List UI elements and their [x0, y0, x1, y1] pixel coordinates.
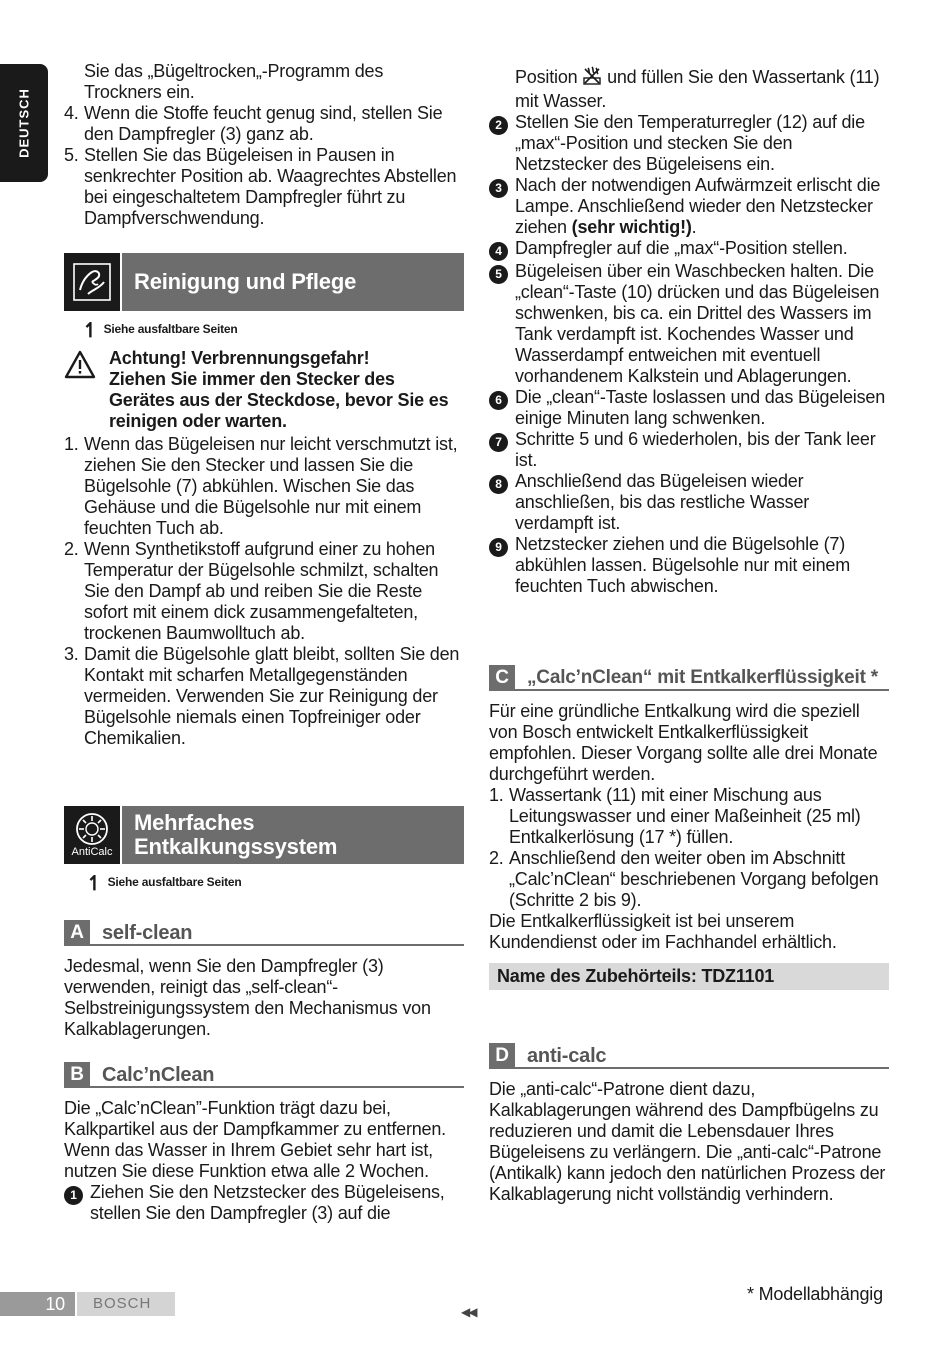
- subsection-header: C „Calc’nClean“ mit Entkalkerflüssigkeit *: [489, 665, 889, 691]
- step-item: 6 Die „clean“-Taste loslassen und das Bügeleisen einige Minuten lang schwenken.: [489, 387, 889, 429]
- decalc-list: [489, 785, 889, 911]
- step-continuation: Position und füllen Sie den Wassertank (11) mit Wasser.: [515, 67, 880, 111]
- section-title: Mehrfaches Entkalkungssystem: [122, 806, 464, 864]
- list-item: 4. Wenn die Stoffe feucht genug sind, stellen Sie den Dampfregler (3) ganz ab.: [64, 103, 443, 144]
- warning-block: [64, 348, 464, 432]
- warning-triangle-icon: [64, 348, 109, 432]
- page-number: 10: [0, 1292, 75, 1316]
- subsection-c: [489, 665, 889, 990]
- step-item: 5 Bügeleisen über ein Waschbecken halten. Die „clean“-Taste (10) drücken und das Bügeleisen schwenken, bis ca. ein Drittel des Wassers im Tank verdampft ist. Kochendes Wasser und Wasserdampf entweichen mit eventuell vorhandenem Kalkstein und Ablagerungen.: [489, 261, 889, 387]
- section-header-decalcification: [64, 806, 464, 864]
- subsection-d: [489, 1043, 889, 1205]
- cleaning-list: [64, 434, 464, 749]
- right-column: [489, 66, 889, 597]
- anticalc-icon: [64, 806, 120, 864]
- intro-list: [64, 103, 464, 229]
- step-item: 1 Ziehen Sie den Netzstecker des Bügeleisens, stellen Sie den Dampfregler (3) auf die: [64, 1182, 464, 1224]
- list-item: 1. Wenn das Bügeleisen nur leicht verschmutzt ist, ziehen Sie den Stecker und lassen Sie die Bügelsohle (7) abkühlen. Wischen Sie das Gehäuse und die Bügelsohle nur mit einem feuchten Tuch ab.: [64, 434, 458, 538]
- subsection-header: A self-clean: [64, 920, 464, 946]
- step-item: 4 Dampfregler auf die „max“-Position stellen.: [489, 238, 889, 261]
- section-header-cleaning: [64, 253, 464, 311]
- list-item: 2. Wenn Synthetikstoff aufgrund einer zu hohen Temperatur der Bügelsohle schmilzt, schalten Sie den Dampf ab und reiben Sie die Reste sofort mit einem dick zusammengefalteten, trockenen Baumwolltuch ab.: [64, 539, 439, 643]
- page-back-icon[interactable]: ◀◀: [461, 1305, 476, 1319]
- subsection-text: Jedesmal, wenn Sie den Dampfregler (3) verwenden, reinigt das „self-clean“-Selbstreinigungssystem den Mechanismus von Kalkablagerungen.: [64, 956, 431, 1039]
- subsection-header: B Calc’nClean: [64, 1062, 464, 1088]
- subsection-a: [64, 920, 464, 1040]
- footnote: * Modellabhängig: [747, 1284, 883, 1304]
- fold-out-reference: ↿ Siehe ausfaltbare Seiten: [82, 320, 238, 342]
- step-item: 2 Stellen Sie den Temperaturregler (12) auf die „max“-Position und stecken Sie den Netzstecker des Bügeleisens ein.: [489, 112, 889, 175]
- step-item: 8 Anschließend das Bügeleisen wieder anschließen, bis das restliche Wasser verdampft ist.: [489, 471, 889, 534]
- step-number-badge: 1: [64, 1186, 83, 1205]
- list-item: 1. Wassertank (11) mit einer Mischung aus Leitungswasser und einer Maßeinheit (25 ml) Entkalkerlösung (17 *) füllen.: [489, 785, 861, 847]
- subsection-b: [64, 1062, 464, 1224]
- subsection-intro: Für eine gründliche Entkalkung wird die speziell von Bosch entwickelt Entkalkerflüssigkeit empfohlen. Dieser Vorgang sollte alle drei Monate durchgeführt werden.: [489, 701, 878, 784]
- step-item: 3 Nach der notwendigen Aufwärmzeit erlischt die Lampe. Anschließend wieder den Netzstecker ziehen (sehr wichtig!).: [489, 175, 889, 238]
- language-tab: [0, 64, 48, 182]
- list-item: 2. Anschließend den weiter oben im Abschnitt „Calc’nClean“ beschriebenen Vorgang befolgen (Schritte 2 bis 9).: [489, 848, 879, 910]
- steps-list: [64, 1182, 464, 1224]
- anticalc-label: AntiCalc: [71, 846, 113, 858]
- section-title: Reinigung und Pflege: [122, 253, 464, 311]
- step-item: 9 Netzstecker ziehen und die Bügelsohle (7) abkühlen lassen. Bügelsohle nur mit einem feuchten Tuch abwischen.: [489, 534, 889, 597]
- arrow-up-icon: ↿: [82, 320, 99, 342]
- subsection-text: Die „anti-calc“-Patrone dient dazu, Kalkablagerungen während des Dampfbügelns zu reduzieren und damit die Lebensdauer Ihres Bügeleisens zu verlängern. Die „anti-calc“-Patrone (Antikalk) kann jedoch den natürlichen Prozess der Kalkablagerung nicht vollständig verhindern.: [489, 1079, 886, 1204]
- warning-title: Achtung! Verbrennungsgefahr!: [109, 348, 370, 368]
- intro-continuation: Sie das „Bügeltrocken„-Programm des Trockners ein.: [84, 61, 384, 102]
- steps-list: [489, 112, 889, 597]
- step-item: 7 Schritte 5 und 6 wiederholen, bis der Tank leer ist.: [489, 429, 889, 471]
- steam-dial-icon: [582, 66, 602, 91]
- warning-text: Ziehen Sie immer den Stecker des Gerätes aus der Steckdose, bevor Sie es reinigen oder warten.: [109, 369, 449, 431]
- fold-out-reference: ↿ Siehe ausfaltbare Seiten: [86, 873, 242, 895]
- left-column: [64, 61, 464, 749]
- list-item: 5. Stellen Sie das Bügeleisen in Pausen in senkrechter Position ab. Waagrechtes Abstellen bei eingeschaltetem Dampfregler führt zu Dampfverschwendung.: [64, 145, 457, 228]
- subsection-outro: Die Entkalkerflüssigkeit ist bei unserem Kundendienst oder im Fachhandel erhältlich.: [489, 911, 837, 952]
- arrow-up-icon: ↿: [86, 873, 103, 895]
- accessory-name-bar: Name des Zubehörteils: TDZ1101: [489, 963, 889, 990]
- left-column-lower: [64, 806, 464, 901]
- list-item: 3. Damit die Bügelsohle glatt bleibt, sollten Sie den Kontakt mit scharfen Metallgegenständen vermeiden. Verwenden Sie zur Reinigung der Bügelsohle niemals einen Topfreiniger oder Chemikalien.: [64, 644, 460, 748]
- subsection-header: D anti-calc: [489, 1043, 889, 1069]
- cleaning-hand-icon: [64, 253, 120, 311]
- subsection-text: Die „Calc’nClean”-Funktion trägt dazu bei, Kalkpartikel aus der Dampfkammer zu entfernen. Wenn das Wasser in Ihrem Gebiet sehr hart ist, nutzen Sie diese Funktion etwa alle 2 Wochen.: [64, 1098, 446, 1181]
- brand-label: BOSCH: [77, 1292, 175, 1316]
- language-label: DEUTSCH: [16, 88, 32, 158]
